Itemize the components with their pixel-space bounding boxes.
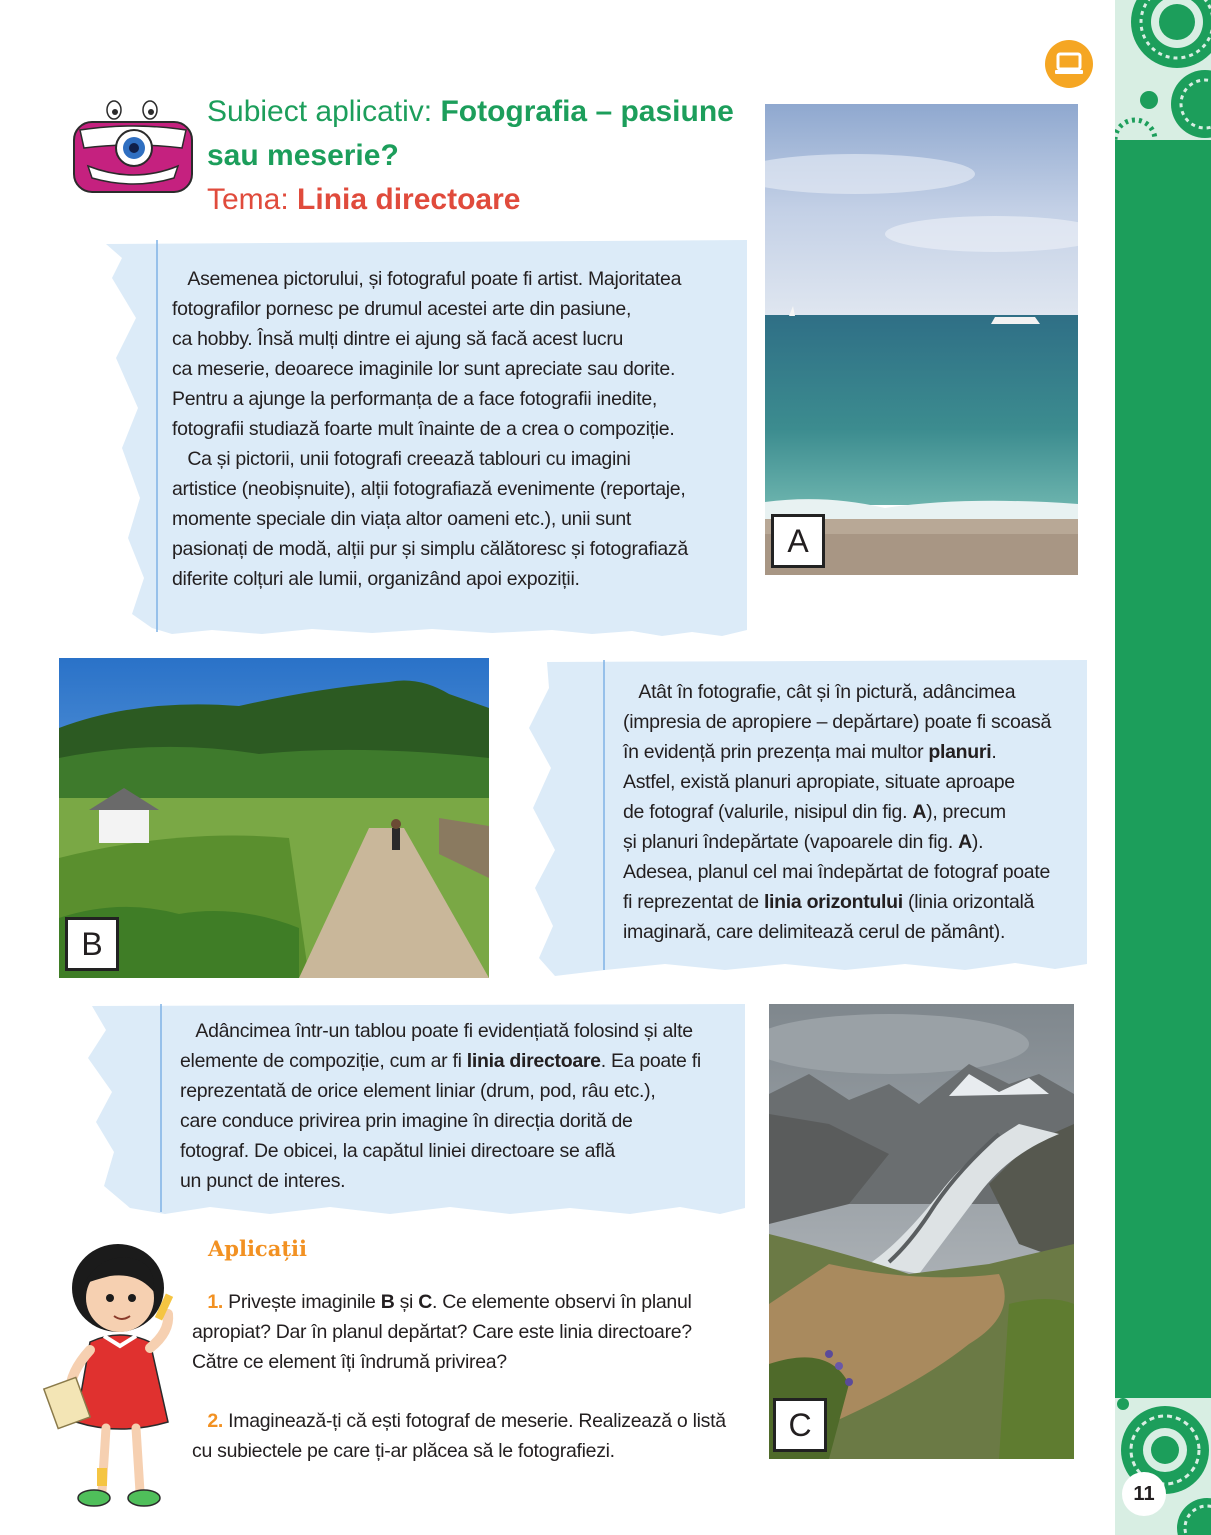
question-1: 1. Privește imaginile B și C. Ce elemente observi în planul apropiat? Dar în planul depărtat? Care este linia directoare? Către ce element îți îndrumă privirea? bbox=[192, 1291, 692, 1373]
girl-illustration bbox=[40, 1232, 190, 1512]
subject-line bbox=[207, 90, 747, 134]
photo-b-label: B bbox=[65, 917, 119, 971]
subject-title-part1: Fotografia – pasiune bbox=[440, 95, 734, 128]
theme-line bbox=[207, 178, 747, 222]
photo-a-sea bbox=[765, 104, 1078, 575]
camera-mascot-icon bbox=[70, 96, 198, 200]
page-number: 11 bbox=[1122, 1472, 1166, 1516]
text-box-leading-line: Adâncimea într-un tablou poate fi evidențiată folosind și alte elemente de compoziție, cum ar fi linia directoare. Ea poate fi reprezentată de orice element liniar (drum, pod, râu etc.), care conduce privirea prin imagine în direcția dorită de fotograf. De obicei, la capătul liniei directoare se află un punct de interes. bbox=[70, 1002, 748, 1220]
subject-title-part2: sau meserie? bbox=[207, 139, 399, 172]
subject-prefix: Subiect aplicativ: bbox=[207, 95, 441, 128]
photo-a-label: A bbox=[771, 514, 825, 568]
side-decoration-top bbox=[1115, 0, 1211, 140]
page-title bbox=[207, 90, 747, 222]
laptop-icon[interactable] bbox=[1045, 40, 1093, 88]
aplicatii-title: Aplicații bbox=[208, 1236, 307, 1261]
side-band bbox=[1115, 0, 1211, 1535]
photo-c-glacier bbox=[769, 1004, 1074, 1459]
text-box-depth: Atât în fotografie, cât și în pictură, adâncimea (impresia de apropiere – depărtare) poate fi scoasă în evidență prin prezența mai multor planuri. Astfel, există planuri apropiate, situate aproape de fotograf (valurile, nisipul din fig. A), precum și planuri îndepărtate (vapoarele din fig. A). Adesea, planul cel mai îndepărtat de fotograf poate fi reprezentat de linia orizontului (linia orizontală imaginară, care delimitează cerul de pământ). bbox=[515, 658, 1088, 978]
theme-title: Linia directoare bbox=[297, 183, 521, 216]
side-decoration-bottom bbox=[1115, 1398, 1211, 1535]
theme-prefix: Tema: bbox=[207, 183, 298, 216]
text-box-intro: Asemenea pictorului, și fotograful poate fi artist. Majoritatea fotografilor pornesc pe drumul acestei arte din pasiune, ca hobby. Însă mulți dintre ei ajung să facă acest lucru ca meserie, deoarece imaginile lor sunt apreciate sau dorite. Pentru a ajunge la performanța de a face fotografii inedite, fotografii studiază foarte mult înainte de a crea o compoziție. Ca și pictorii, unii fotografi creează tablouri cu imagini artistice (neobișnuite), alții fotografiază evenimente (reportaje, momente speciale din viața altor oameni etc.), unii sunt pasionați de modă, alții pur și simplu călătoresc și fotografiază diferite colțuri ale lumii, organizând apoi expoziții. bbox=[92, 238, 752, 638]
photo-c-label: C bbox=[773, 1398, 827, 1452]
question-2: 2. Imaginează-ți că ești fotograf de meserie. Realizează o listă cu subiectele pe care ți-ar plăcea să le fotografiezi. bbox=[192, 1410, 726, 1462]
photo-b-countryside bbox=[59, 658, 489, 978]
